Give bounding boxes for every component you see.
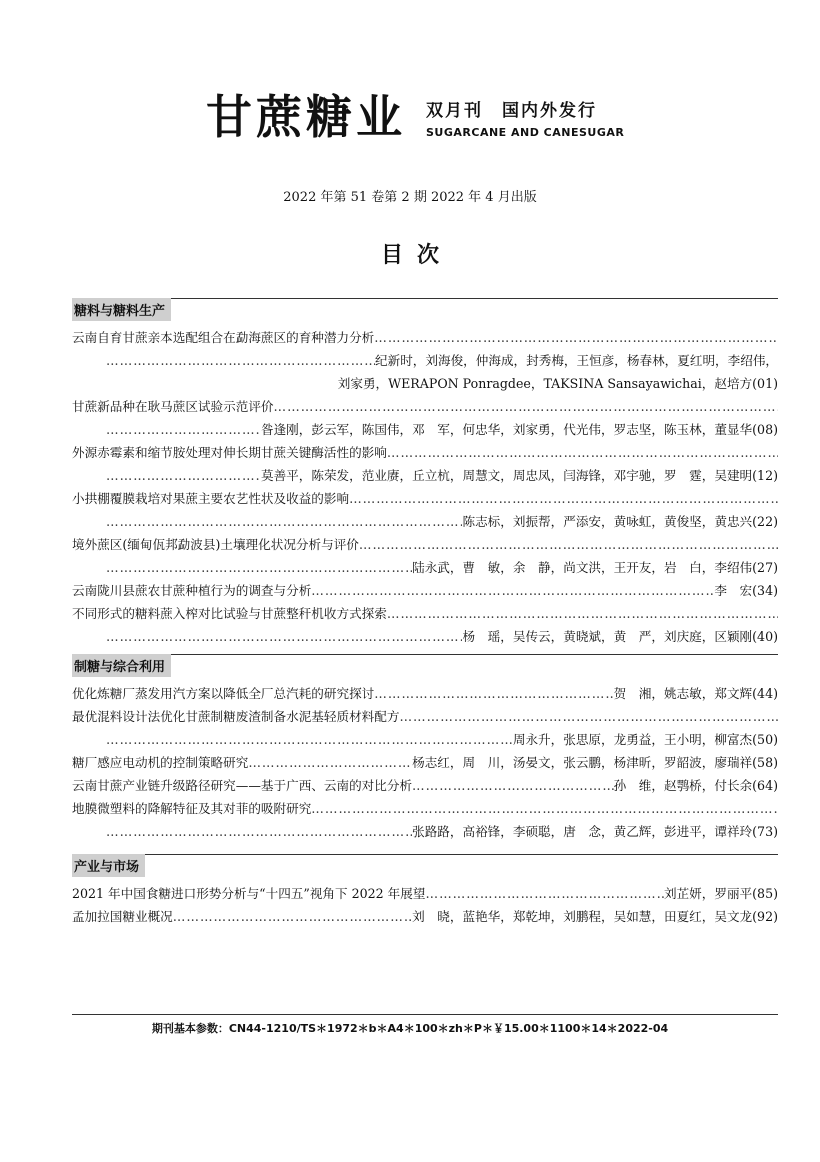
article-authors: 孙 维，赵鹗桥，付长余 [613, 778, 753, 793]
leader-dots [311, 579, 714, 602]
article-authors: 杨志红，周 川，汤晏文，张云鹏，杨津昕，罗韶波，廖瑞祥 [412, 755, 753, 770]
toc-line [72, 820, 778, 843]
article-authors: 周永升，张思原，龙勇益，王小明，柳富杰 [512, 732, 753, 747]
toc-line [72, 326, 778, 349]
article-authors: 李 宏 [714, 583, 753, 598]
leader-dots [106, 820, 412, 843]
toc-line [72, 395, 778, 418]
article-authors: 张路路，高裕锋，李硕聪，唐 念，黄乙辉，彭进平，谭祥玲 [412, 824, 753, 839]
issue-line: 2022 年第 51 卷第 2 期 2022 年 4 月出版 [283, 190, 537, 205]
toc-line [72, 533, 778, 556]
article-title: 优化炼糖厂蒸发用汽方案以降低全厂总汽耗的研究探讨 [72, 686, 375, 701]
toc-line [72, 372, 778, 395]
article-title: 糖厂感应电动机的控制策略研究 [72, 755, 249, 770]
leader-dots [412, 774, 614, 797]
toc-title: 目次 [380, 242, 453, 268]
article-authors: 贺 湘，姚志敏，郑文辉 [613, 686, 753, 701]
page-number: (22) [752, 514, 778, 529]
article-title: 云南陇川县蔗农甘蔗种植行为的调查与分析 [72, 583, 312, 598]
journal-english-title: SUGARCANE AND CANESUGAR [426, 126, 625, 139]
toc-line [72, 464, 778, 487]
article-title: 2021 年中国食糖进口形势分析与“十四五”视角下 2022 年展望 [72, 886, 426, 901]
leader-dots [106, 510, 462, 533]
article-title: 不同形式的糖料蔗入榨对比试验与甘蔗整秆机收方式探索 [72, 606, 387, 621]
section-entries [72, 326, 778, 648]
toc-line [72, 682, 778, 705]
article-authors: 杨 瑶，吴传云，黄晓斌，黄 严，刘庆庭，区颖刚 [462, 629, 753, 644]
toc-line [72, 728, 778, 751]
article-authors: 刘 晓，蓝艳华，郑乾坤，刘鹏程，吴如慧，田夏红，吴文龙 [412, 909, 753, 924]
article-authors: 刘芷妍，罗丽平 [663, 886, 753, 901]
page-number: (64) [752, 778, 778, 793]
leader-dots [106, 418, 261, 441]
leader-dots [106, 464, 261, 487]
page-number: (50) [752, 732, 778, 747]
journal-title: 甘蔗糖业 [206, 90, 406, 144]
section-heading [72, 654, 778, 677]
leader-dots [311, 797, 778, 820]
page-number: (08) [752, 422, 778, 437]
page-number: (58) [752, 755, 778, 770]
leader-dots [387, 441, 778, 464]
article-title: 小拱棚覆膜栽培对果蔗主要农艺性状及收益的影响 [72, 491, 350, 506]
toc-line [72, 751, 778, 774]
toc-line [72, 905, 778, 928]
toc-line [72, 625, 778, 648]
leader-dots [106, 349, 375, 372]
section-heading [72, 298, 778, 321]
leader-dots [106, 556, 412, 579]
article-authors: 昝逢刚，彭云军，陈国伟，邓 军，何忠华，刘家勇，代光伟，罗志坚，陈玉林，董显华 [260, 422, 753, 437]
leader-dots [374, 682, 613, 705]
article-title: 地膜微塑料的降解特征及其对菲的吸附研究 [72, 801, 312, 816]
toc-line [72, 705, 778, 728]
article-authors: 陈志标，刘振帮，严添安，黄咏虹，黄俊坚，黄忠兴 [462, 514, 753, 529]
page-number: (34) [752, 583, 778, 598]
section-entries [72, 882, 778, 928]
leader-dots [248, 751, 412, 774]
leader-dots [349, 487, 778, 510]
leader-dots [173, 905, 412, 928]
article-authors: 陆永武，曹 敏，余 静，尚文洪，王开友，岩 白，李绍伟 [412, 560, 753, 575]
toc-line [72, 418, 778, 441]
leader-dots [359, 533, 778, 556]
toc-line [72, 774, 778, 797]
toc-line [72, 441, 778, 464]
leader-dots [387, 602, 778, 625]
article-authors: 纪新时，刘海俊，仲海成，封秀梅，王恒彦，杨春林，夏红明，李绍伟， [375, 353, 778, 368]
page-number: (40) [752, 629, 778, 644]
article-title: 最优混料设计法优化甘蔗制糖废渣制备水泥基轻质材料配方 [72, 709, 400, 724]
toc-line [72, 882, 778, 905]
toc-line [72, 797, 778, 820]
page-number: (92) [752, 909, 778, 924]
leader-dots [399, 705, 778, 728]
toc-line [72, 349, 778, 372]
toc-line [72, 602, 778, 625]
journal-subtitle: 双月刊 国内外发行 [426, 101, 597, 121]
article-title: 外源赤霉素和缩节胺处理对伸长期甘蔗关键酶活性的影响 [72, 445, 387, 460]
toc-line [72, 510, 778, 533]
leader-dots [106, 625, 462, 648]
section-label: 制糖与综合利用 [72, 654, 171, 677]
article-title: 境外蔗区(缅甸佤邦勐波县)土壤理化状况分析与评价 [72, 537, 359, 552]
page-number: (73) [752, 824, 778, 839]
toc-line [72, 556, 778, 579]
section-label: 糖料与糖料生产 [72, 298, 171, 321]
leader-dots [425, 882, 664, 905]
page-number: (01) [752, 376, 778, 391]
leader-dots [106, 728, 513, 751]
page-number: (27) [752, 560, 778, 575]
article-title: 孟加拉国糖业概况 [72, 909, 173, 924]
leader-dots [374, 326, 778, 349]
page-number: (44) [752, 686, 778, 701]
leader-dots [274, 395, 779, 418]
page-number: (85) [752, 886, 778, 901]
toc-line [72, 579, 778, 602]
article-title: 云南自育甘蔗亲本选配组合在勐海蔗区的育种潜力分析 [72, 330, 375, 345]
masthead [206, 84, 626, 154]
section-label: 产业与市场 [72, 854, 145, 877]
journal-parameters: 期刊基本参数：CN44-1210/TS＊1972＊b＊A4＊100＊zh＊P＊￥15.00＊1100＊14＊2022-04 [151, 1022, 669, 1035]
toc-line [72, 487, 778, 510]
footer-divider [72, 1014, 778, 1015]
article-authors: 莫善平，陈荣发，范业赓，丘立杭，周慧文，周忠凤，闫海锋，邓宇驰，罗 霆，吴建明 [260, 468, 753, 483]
article-authors: 刘家勇，WERAPON Ponragdee，TAKSINA Sansayawichai，赵培方 [337, 376, 753, 391]
article-title: 云南甘蔗产业链升级路径研究——基于广西、云南的对比分析 [72, 778, 413, 793]
section-entries [72, 682, 778, 843]
section-heading [72, 854, 778, 877]
page-number: (12) [752, 468, 778, 483]
article-title: 甘蔗新品种在耿马蔗区试验示范评价 [72, 399, 274, 414]
